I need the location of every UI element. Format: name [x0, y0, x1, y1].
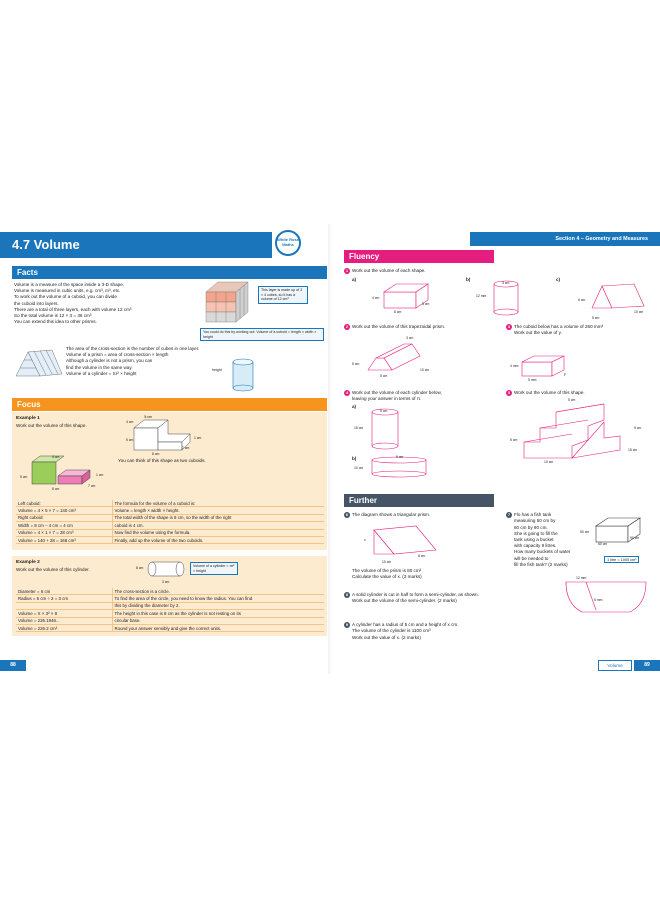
q7-dim: 50 cm: [580, 530, 590, 534]
explanation-cell: The total width of the shape is 8 cm, so the width of the right: [112, 514, 324, 521]
question-number-icon: 8: [345, 592, 349, 597]
q5-step-prism: [522, 402, 632, 462]
example-1-title: Example 1: [16, 416, 40, 421]
working-cell: Volume = 226.2 cm³: [16, 625, 112, 632]
q5-dim: 10 cm: [544, 460, 554, 464]
question-number-icon: 5: [507, 390, 511, 395]
table-row: [16, 617, 324, 624]
question-number-icon: 9: [345, 622, 349, 627]
focus-header: Focus: [12, 398, 327, 411]
q2-dim: 3 cm: [406, 336, 414, 340]
explanation-cell: To find the area of the circle, you need to know the radius. You can find: [112, 595, 324, 602]
example-2-title: Example 2: [16, 560, 40, 565]
q4b-dim: 5 cm: [396, 455, 404, 459]
q1a-dim: 4 cm: [372, 296, 380, 300]
question-text: Work out the volume of each shape.: [352, 268, 426, 274]
question-text: leaving your answer in terms of π.: [352, 396, 422, 402]
question-text: The volume of the prism is 80 cm³: [352, 568, 422, 573]
part-label: c): [556, 277, 561, 282]
page-title: 4.7 Volume: [0, 232, 272, 258]
q3-cuboid: [520, 354, 568, 380]
working-cell: [16, 602, 112, 609]
question-7: [506, 512, 596, 568]
example-2-working: [16, 588, 324, 632]
ex1-fig-dim-a: 4 cm: [52, 455, 60, 459]
question-text: tank using a bucket: [514, 537, 554, 543]
page-number-right: 89: [634, 660, 660, 671]
q6-dim: 8 cm: [418, 554, 426, 558]
table-row: [16, 529, 324, 536]
question-number-icon: 4: [345, 390, 349, 395]
ex2-dim-diameter: 3 cm: [162, 580, 170, 584]
q5-dim: 15 cm: [628, 448, 638, 452]
q4b-dim: 10 cm: [354, 466, 364, 470]
formula-note: You could do this by working out: Volume of a cuboid = length × width × height: [200, 328, 324, 341]
explanation-cell: Now find the volume using the formula.: [112, 529, 324, 536]
question-number-icon: 3: [507, 324, 511, 329]
triangular-prism-icon: [14, 348, 62, 378]
explanation-cell: Finally, add up the volume of the two cuboids.: [112, 537, 324, 544]
question-text: The volume of the cylinder is 1100 cm³: [352, 628, 431, 634]
working-cell: Radius = 6 cm ÷ 2 = 3 cm: [16, 595, 112, 602]
q1b-cylinder: [492, 280, 520, 316]
ex1-fig-dim-b: 5 cm: [20, 475, 28, 479]
question-text: Work out the value of x. (2 marks): [352, 634, 421, 640]
q6-dim: 10 cm: [382, 560, 392, 564]
q7-dim: 90 cm: [630, 536, 640, 540]
question-text: Work out the volume of each cylinder below,: [352, 390, 442, 396]
example-2-cylinder: [148, 560, 186, 578]
q1b-dim: 12 mm: [476, 294, 487, 298]
q1b-dim: 3 cm: [502, 281, 510, 285]
facts-header: Facts: [12, 266, 327, 279]
cylinder-formula-note: Volume of a cylinder = πr² × height: [190, 562, 238, 575]
further-header: Further: [344, 494, 494, 507]
prism-line: The area of the cross-section is the number of cubes in one layer.: [66, 346, 200, 351]
part-label: b): [466, 277, 471, 282]
working-cell: Diameter = 6 cm: [16, 588, 112, 595]
footer-topic: Volume: [598, 660, 632, 671]
table-row: [16, 602, 324, 609]
working-cell: Volume = π × 3² × 8: [16, 610, 112, 617]
question-text: measuring 50 cm by: [514, 518, 556, 524]
q4a-dim: 15 cm: [354, 426, 364, 430]
question-text: fill the fish tank? (2 marks): [514, 561, 568, 567]
layer-note: This layer is made up of 3 × 4 cubes, so it has a volume of 12 cm³: [258, 286, 308, 304]
example-2-task: Work out the volume of this cylinder.: [16, 567, 90, 572]
q1a-dim: 3 cm: [422, 302, 430, 306]
page-number-left: 88: [0, 660, 26, 671]
question-text: Flo has a fish tank: [514, 512, 552, 518]
fact-line: Volume is a measure of the space inside a 3-D shape.: [14, 282, 125, 287]
explanation-cell: circular base.: [112, 617, 324, 624]
question-6: [344, 512, 430, 518]
part-label: b): [352, 456, 357, 461]
q5-dim: 5 cm: [510, 438, 518, 442]
cylinder-diagram: [232, 358, 254, 392]
question-text: Calculate the value of x. (3 marks): [352, 574, 422, 580]
question-text: The diagram shows a triangular prism.: [352, 512, 431, 518]
table-row: [16, 500, 324, 507]
explanation-cell: this by dividing the diameter by 2.: [112, 602, 324, 609]
q1c-dim: 10 cm: [634, 310, 644, 314]
q6-dim: x: [364, 538, 366, 542]
q4a-dim: 5 cm: [380, 409, 388, 413]
q8-semi-cylinder: [562, 580, 652, 620]
explanation-cell: The cross-section is a circle.: [112, 588, 324, 595]
table-row: [16, 625, 324, 632]
part-label: a): [352, 404, 357, 409]
table-row: [16, 595, 324, 602]
section-header: Section 4 – Geometry and Measures: [470, 232, 660, 246]
book-spread: [0, 224, 660, 674]
prism-line: Although a cylinder is not a prism, you can: [66, 358, 153, 364]
question-text: will be needed to: [514, 555, 549, 561]
q5-dim: 5 cm: [568, 398, 576, 402]
working-cell: Volume = 4 × 1 × 7 = 28 cm³: [16, 529, 112, 536]
fact-line: To work out the volume of a cuboid, you can divide: [14, 294, 117, 300]
table-row: [16, 588, 324, 595]
q3-dim: 5 mm: [528, 378, 537, 382]
question-4: [344, 390, 494, 403]
example-1-task: Work out the volume of this shape.: [16, 423, 87, 428]
example-1-working: [16, 500, 324, 544]
example-1-split-diagram: [18, 454, 108, 496]
explanation-cell: cuboid is 4 cm.: [112, 522, 324, 529]
fluency-header: Fluency: [344, 250, 494, 263]
question-number-icon: 2: [345, 324, 349, 329]
explanation-cell: Volume = length × width × height.: [112, 507, 324, 514]
question-text: How many buckets of water: [514, 549, 571, 555]
ex1-dim-right: 1 cm: [194, 436, 202, 440]
working-cell: Right cuboid:: [16, 514, 112, 521]
prism-line: find the volume in the same way.: [66, 364, 133, 370]
ex1-fig-dim-d: 8 cm: [52, 487, 60, 491]
q4a-cylinder: [370, 408, 400, 450]
question-text: The cuboid below has a volume of 260 mm³: [514, 324, 604, 330]
prism-line: Volume of a cylinder = πr² × height: [66, 370, 137, 376]
working-cell: Width = 8 cm − 4 cm = 4 cm: [16, 522, 112, 529]
working-cell: Volume = 226.1946...: [16, 617, 112, 624]
part-label: a): [352, 277, 357, 282]
ex1-fig-dim-c: 1 cm: [96, 473, 104, 477]
q2-dim: 10 cm: [420, 368, 430, 372]
q2-dim: 5 cm: [380, 374, 388, 378]
working-cell: Volume = 140 + 28 = 168 cm³: [16, 537, 112, 544]
ex1-dim-bottom: 8 cm: [152, 452, 160, 456]
question-text: A solid cylinder is cut in half to form a semi-cylinder, as shown.: [352, 592, 479, 598]
question-1: [344, 268, 425, 274]
q3-dim: 4 mm: [510, 364, 519, 368]
height-label: height: [212, 368, 222, 372]
explanation-cell: Round your answer sensibly and give the correct units.: [112, 625, 324, 632]
facts-text: [14, 282, 204, 325]
q8-dim: 12 mm: [576, 576, 587, 580]
question-text: Work out the value of y.: [514, 330, 562, 336]
q1c-dim: 5 cm: [592, 316, 600, 320]
ex1-dim-top: 4 cm: [126, 420, 134, 424]
ex2-dim-length: 8 cm: [136, 566, 144, 570]
explanation-cell: The height in this case is 8 cm as the cylinder is not resting on its: [112, 610, 324, 617]
fact-line: So the total volume is 12 × 3 = 36 cm³: [14, 313, 92, 319]
question-text: Work out the volume of this trapezoidal prism.: [352, 324, 446, 330]
question-text: A cylinder has a radius of 5 cm and a height of x cm.: [352, 622, 459, 628]
litre-conversion-note: 1 litre = 1000 cm³: [604, 556, 639, 563]
table-row: [16, 610, 324, 617]
ex1-fig-dim-e: 7 cm: [88, 484, 96, 488]
ex1-dim-depth: 7 cm: [182, 446, 190, 450]
table-row: [16, 507, 324, 514]
question-number-icon: 1: [345, 268, 349, 273]
q3-dim: y: [564, 372, 566, 376]
question-3: [506, 324, 656, 337]
working-cell: Volume = 4 × 5 × 7 = 140 cm³: [16, 507, 112, 514]
question-text: 60 cm by 90 cm.: [514, 524, 548, 530]
question-6-text: [352, 568, 422, 580]
question-number-icon: 7: [507, 512, 511, 517]
q6-triangular-prism: [370, 524, 444, 558]
q8-dim: 5 mm: [594, 598, 603, 602]
cube-layers-diagram: [196, 278, 256, 332]
q2-dim: 5 cm: [352, 362, 360, 366]
explanation-cell: The formula for the volume of a cuboid is:: [112, 500, 324, 507]
fact-line: Volume is measured in cubic units, e.g. cm³, m³, etc.: [14, 288, 121, 294]
question-text: Work out the volume of this shape.: [514, 390, 585, 396]
fact-line: There are a total of three layers, each with volume 12 cm³: [14, 306, 132, 312]
question-number-icon: 6: [345, 512, 349, 517]
table-row: [16, 537, 324, 544]
dim-label: 5 cm: [144, 415, 152, 419]
question-5: [506, 390, 585, 396]
question-9: [344, 622, 544, 641]
q5-dim: 5 cm: [634, 426, 642, 430]
q1a-dim: 8 cm: [394, 310, 402, 314]
right-page: [330, 224, 660, 674]
q7-dim: 60 cm: [598, 542, 608, 546]
white-rose-maths-logo: White Rose Maths: [275, 230, 301, 256]
ex1-dim-left: 5 cm: [126, 438, 134, 442]
table-row: [16, 522, 324, 529]
question-text: She is going to fill the: [514, 530, 558, 536]
table-row: [16, 514, 324, 521]
example-1-intro: You can think of this shape as two cuboids.: [118, 458, 206, 463]
left-page: [0, 224, 330, 674]
working-cell: Left cuboid:: [16, 500, 112, 507]
fact-line: the cuboid into layers.: [14, 300, 59, 306]
q4b-cylinder: [370, 456, 428, 476]
fact-line: You can extend this idea to other prisms.: [14, 319, 97, 325]
question-8: [344, 592, 514, 605]
q1c-dim: 6 cm: [578, 298, 586, 302]
question-2: [344, 324, 445, 330]
question-text: with capacity 9 litres.: [514, 543, 557, 549]
question-text: Work out the volume of the semi-cylinder. (2 marks): [352, 598, 457, 604]
prism-line: Volume of a prism = area of cross-section × length: [66, 352, 169, 358]
